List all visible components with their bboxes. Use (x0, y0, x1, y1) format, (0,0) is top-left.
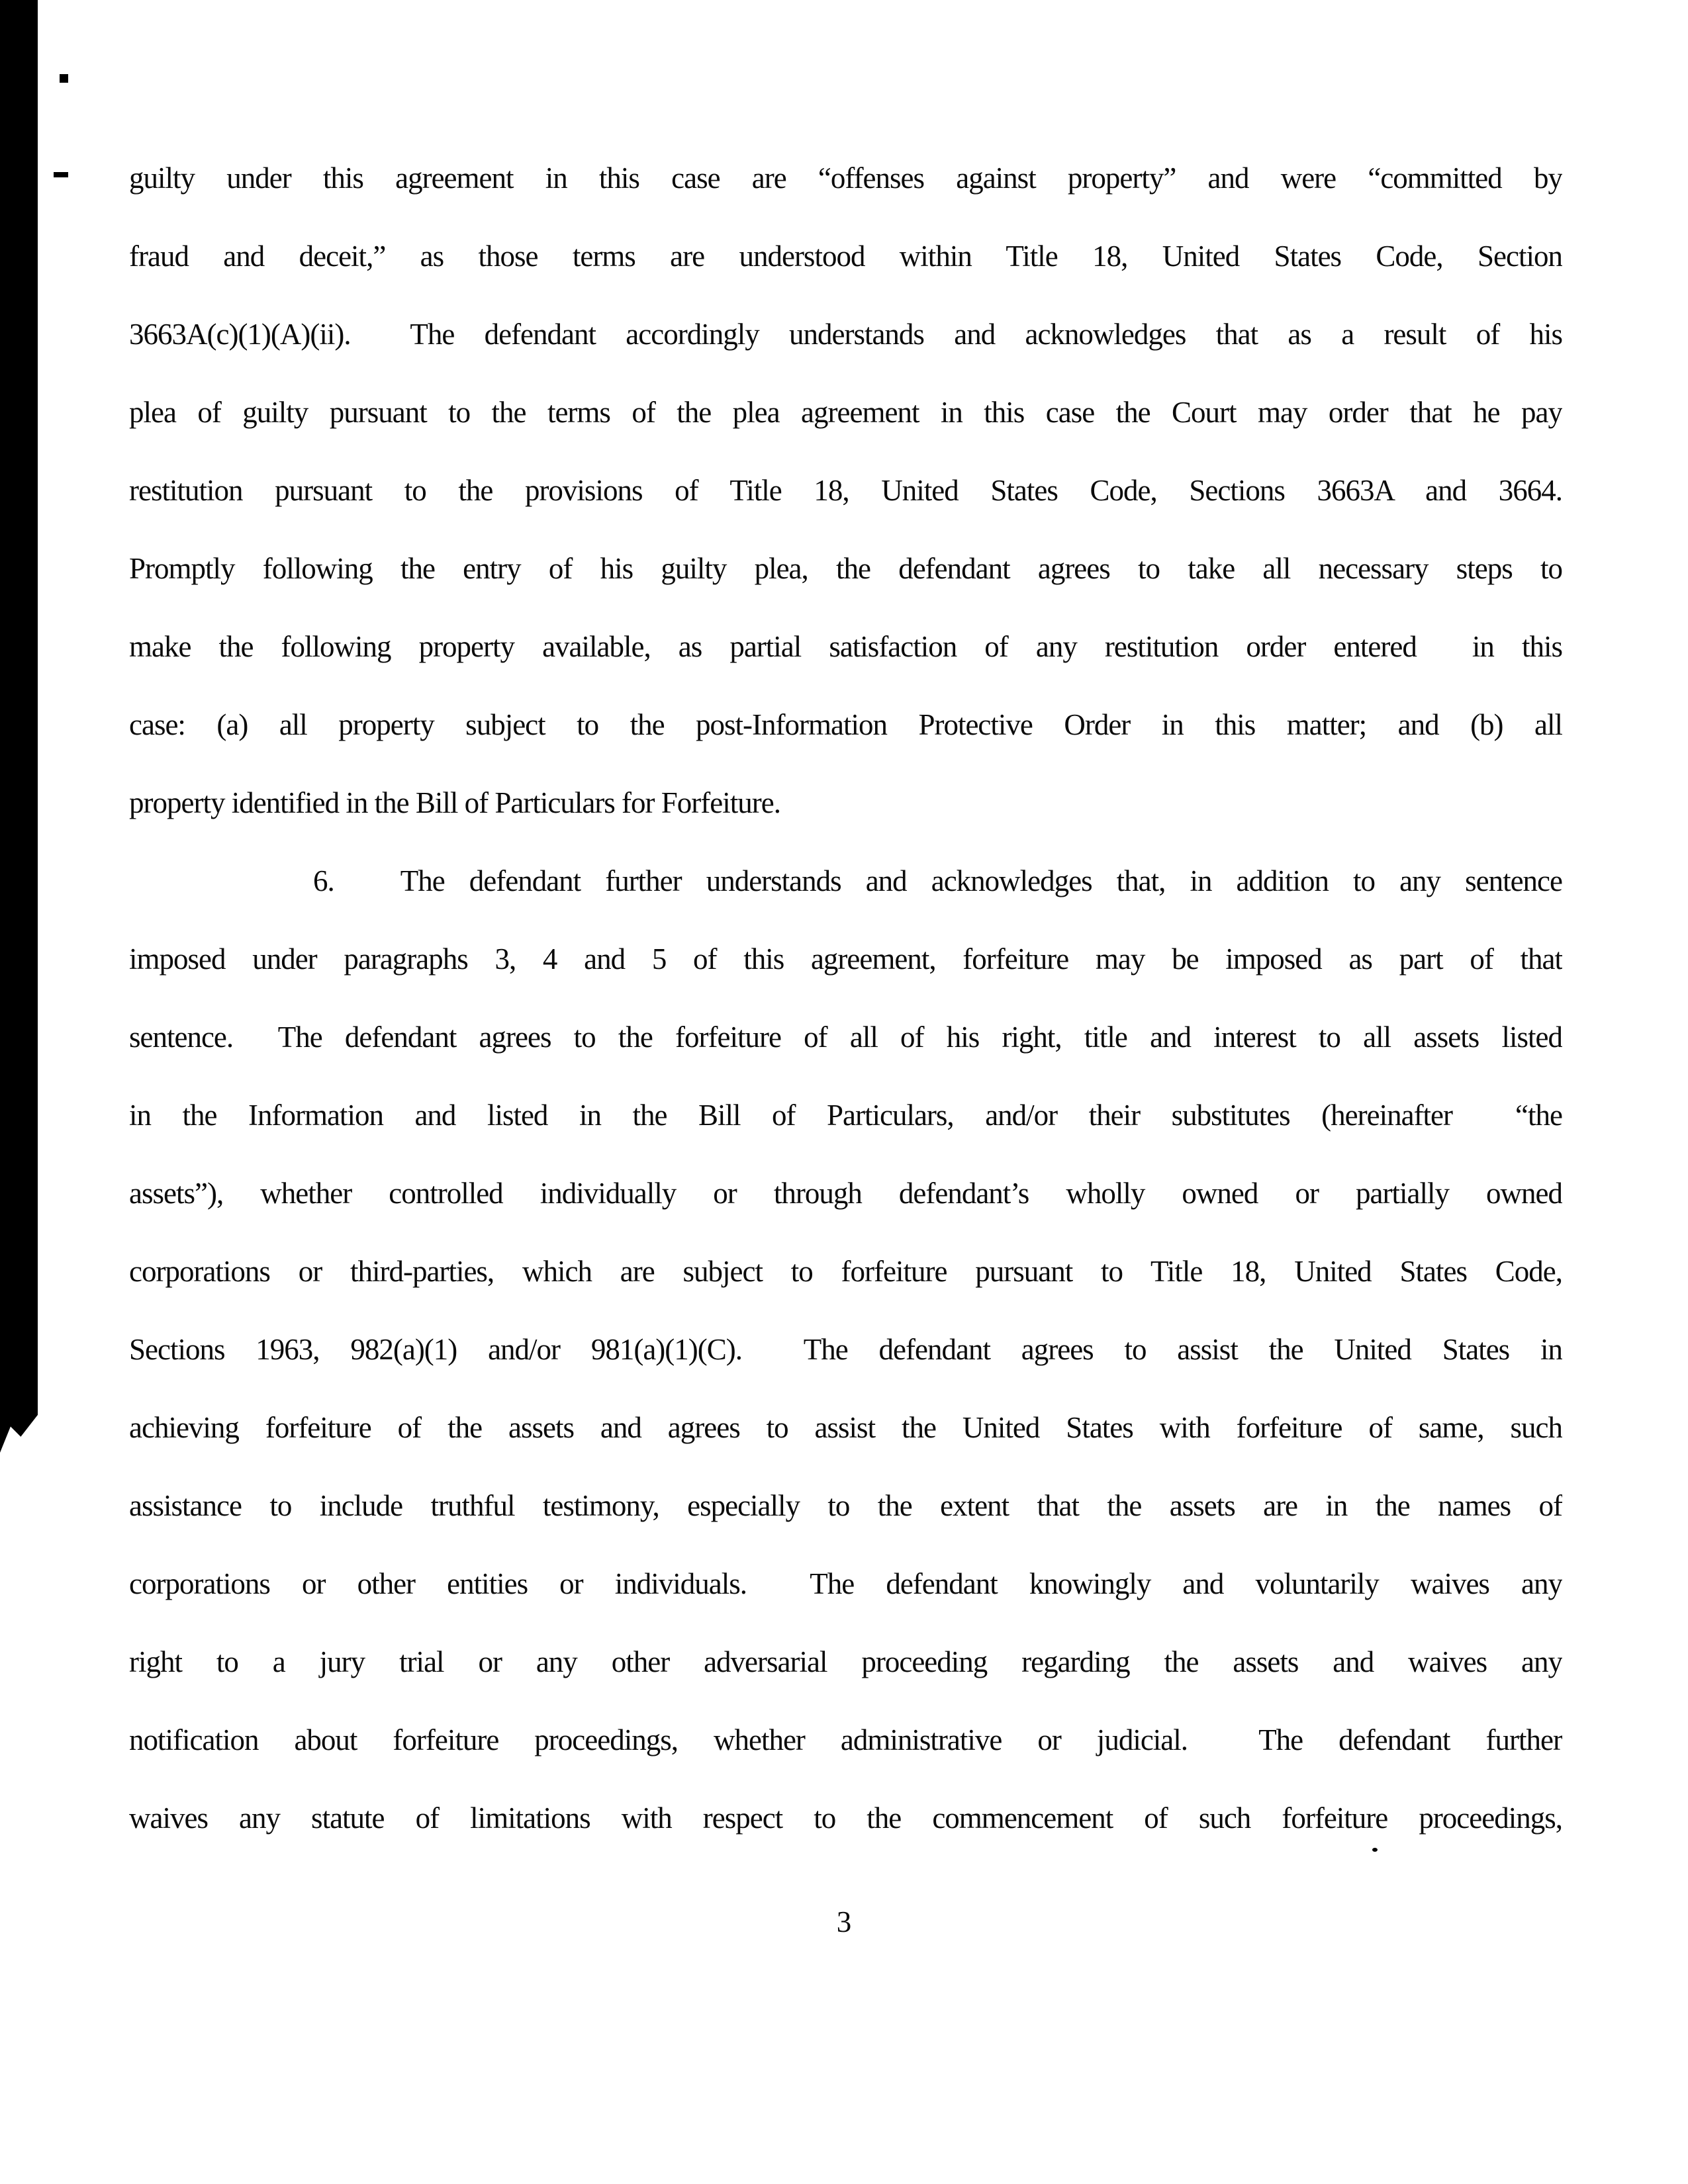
text-line: case: (a) all property subject to the post-Information Protective Order in this matter; and (b) all (129, 708, 1562, 741)
text-line: assistance to include truthful testimony, especially to the extent that the assets are in the names of (129, 1489, 1562, 1522)
body-text (129, 139, 1562, 1857)
text-line: in the Information and listed in the Bill of Particulars, and/or their substitutes (hereinafter “the (129, 1099, 1562, 1132)
text-line: notification about forfeiture proceedings, whether administrative or judicial. The defendant further (129, 1723, 1562, 1756)
text-line: imposed under paragraphs 3, 4 and 5 of this agreement, forfeiture may be imposed as part of that (129, 942, 1562, 976)
text-line: right to a jury trial or any other adversarial proceeding regarding the assets and waives any (129, 1645, 1562, 1678)
text-line: achieving forfeiture of the assets and agrees to assist the United States with forfeiture of same, such (129, 1411, 1562, 1444)
text-line: sentence. The defendant agrees to the forfeiture of all of his right, title and interest to all assets listed (129, 1021, 1562, 1054)
text-line: corporations or third-parties, which are subject to forfeiture pursuant to Title 18, United States Code, (129, 1255, 1562, 1288)
text-line: restitution pursuant to the provisions of Title 18, United States Code, Sections 3663A and 3664. (129, 474, 1562, 507)
scan-edge-bar-artifact (0, 0, 38, 1453)
text-line: property identified in the Bill of Particulars for Forfeiture. (129, 786, 780, 819)
text-line: Sections 1963, 982(a)(1) and/or 981(a)(1)(C). The defendant agrees to assist the United States in (129, 1333, 1562, 1366)
page-number: 3 (836, 1905, 852, 1938)
text-line: plea of guilty pursuant to the terms of the plea agreement in this case the Court may order that he pay (129, 396, 1562, 429)
scan-speck (60, 74, 68, 83)
text-line: assets”), whether controlled individually or through defendant’s wholly owned or partially owned (129, 1177, 1562, 1210)
text-line: waives any statute of limitations with respect to the commencement of such forfeiture proceedings, (129, 1801, 1562, 1835)
text-line: 6. The defendant further understands and acknowledges that, in addition to any sentence (313, 864, 1562, 897)
text-line: make the following property available, as partial satisfaction of any restitution order entered in this (129, 630, 1562, 663)
paragraph-number: 6. (313, 864, 334, 897)
text-line: Promptly following the entry of his guilty plea, the defendant agrees to take all necessary steps to (129, 552, 1562, 585)
text-line: corporations or other entities or individuals. The defendant knowingly and voluntarily waives any (129, 1567, 1562, 1600)
text-line: 3663A(c)(1)(A)(ii). The defendant accordingly understands and acknowledges that as a result of his (129, 318, 1562, 351)
scan-speck (54, 172, 68, 177)
text-line: guilty under this agreement in this case are “offenses against property” and were “committed by (129, 161, 1562, 195)
text-line: fraud and deceit,” as those terms are understood within Title 18, United States Code, Section (129, 240, 1562, 273)
